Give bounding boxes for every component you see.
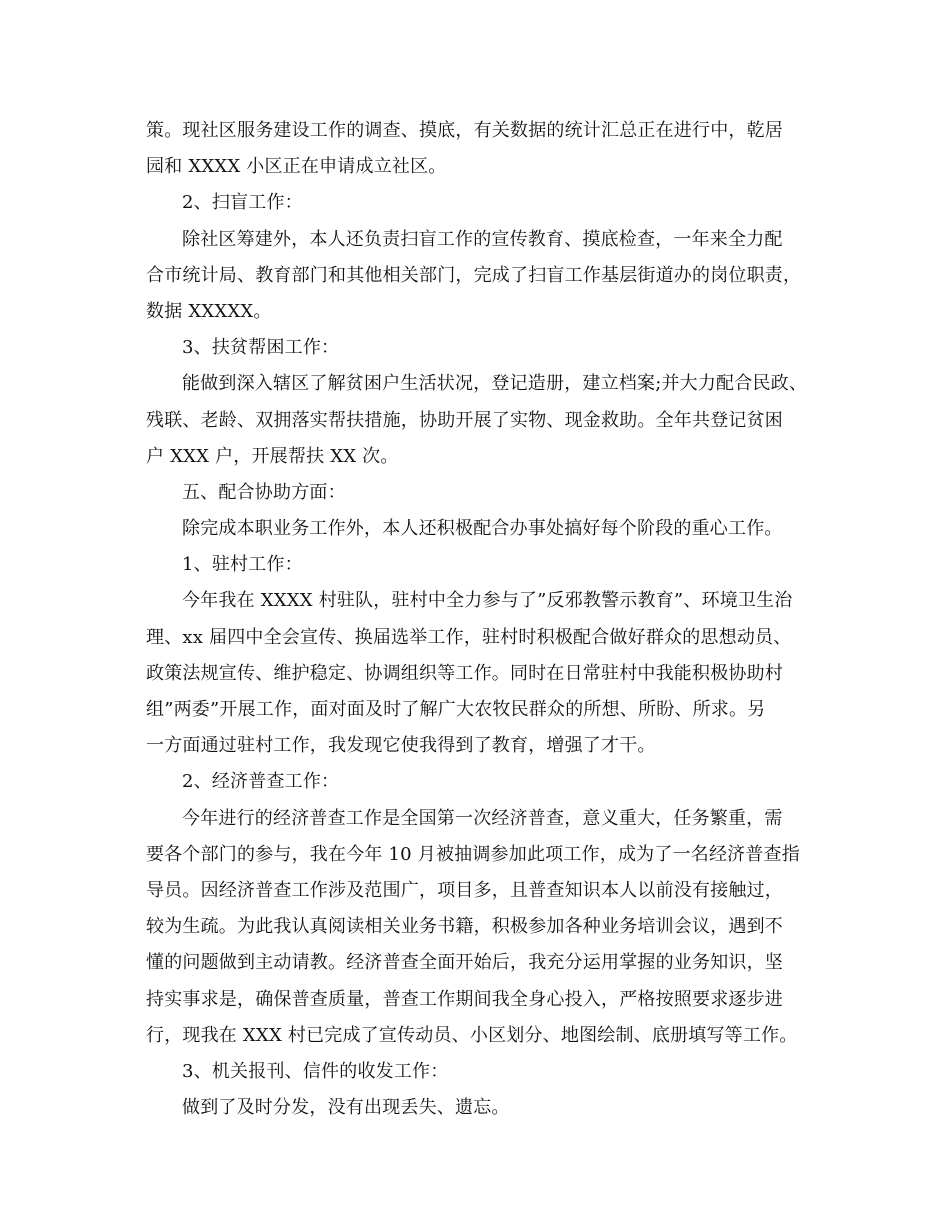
paragraph-line-indented: 除完成本职业务工作外，本人还积极配合办事处搞好每个阶段的重心工作。 bbox=[182, 518, 783, 540]
paragraph-line: 懂的问题做到主动请教。经济普查全面开始后，我充分运用掌握的业务知识，坚 bbox=[146, 952, 783, 974]
paragraph-line-indented: 3、机关报刊、信件的收发工作： bbox=[182, 1060, 449, 1082]
paragraph-line: 策。现社区服务建设工作的调查、摸底，有关数据的统计汇总正在进行中，乾居 bbox=[146, 120, 783, 141]
paragraph-line-indented: 做到了及时分发，没有出现丢失、遗忘。 bbox=[182, 1097, 510, 1119]
paragraph-line: 理、xx 届四中全会宣传、换届选举工作，驻村时积极配合做好群众的思想动员、 bbox=[146, 626, 792, 648]
paragraph-line-indented: 能做到深入辖区了解贫困户生活状况，登记造册，建立档案;并大力配合民政、 bbox=[182, 373, 808, 395]
paragraph-line: 园和 XXXX 小区正在申请成立社区。 bbox=[146, 156, 447, 178]
paragraph-line-indented: 3、扶贫帮困工作： bbox=[182, 337, 340, 359]
document-body bbox=[146, 113, 836, 1126]
paragraph-line-indented: 今年进行的经济普查工作是全国第一次经济普查，意义重大，任务繁重，需 bbox=[182, 807, 783, 829]
paragraph-line: 数据 XXXXX。 bbox=[146, 300, 272, 322]
paragraph-line: 较为生疏。为此我认真阅读相关业务书籍，积极参加各种业务培训会议，遇到不 bbox=[146, 916, 783, 938]
paragraph-line: 持实事求是，确保普查质量，普查工作期间我全身心投入，严格按照要求逐步进 bbox=[146, 988, 783, 1010]
paragraph-line: 导员。因经济普查工作涉及范围广，项目多，且普查知识本人以前没有接触过， bbox=[146, 879, 783, 901]
paragraph-line: 残联、老龄、双拥落实帮扶措施，协助开展了实物、现金救助。全年共登记贫困 bbox=[146, 409, 783, 431]
paragraph-line-indented: 今年我在 XXXX 村驻队，驻村中全力参与了”反邪教警示教育”、环境卫生治 bbox=[182, 590, 793, 612]
paragraph-line: 政策法规宣传、维护稳定、协调组织等工作。同时在日常驻村中我能积极协助村 bbox=[146, 662, 783, 684]
paragraph-line: 一方面通过驻村工作，我发现它使我得到了教育，增强了才干。 bbox=[146, 735, 656, 757]
paragraph-line: 组”两委”开展工作，面对面及时了解广大农牧民群众的所想、所盼、所求。另 bbox=[146, 699, 766, 720]
paragraph-line-indented: 2、扫盲工作： bbox=[182, 192, 303, 214]
paragraph-line: 合市统计局、教育部门和其他相关部门，完成了扫盲工作基层街道办的岗位职责， bbox=[146, 264, 802, 286]
paragraph-line-indented: 1、驻村工作： bbox=[182, 554, 303, 576]
paragraph-line: 户 XXX 户，开展帮扶 XX 次。 bbox=[146, 445, 399, 467]
paragraph-line: 要各个部门的参与，我在今年 10 月被抽调参加此项工作，成为了一名经济普查指 bbox=[146, 843, 800, 865]
paragraph-line-indented: 五、配合协助方面： bbox=[182, 481, 346, 503]
paragraph-line-indented: 除社区筹建外，本人还负责扫盲工作的宣传教育、摸底检查，一年来全力配 bbox=[182, 228, 783, 250]
paragraph-line-indented: 2、经济普查工作： bbox=[182, 771, 340, 793]
paragraph-line: 行，现我在 XXX 村已完成了宣传动员、小区划分、地图绘制、底册填写等工作。 bbox=[146, 1024, 798, 1046]
